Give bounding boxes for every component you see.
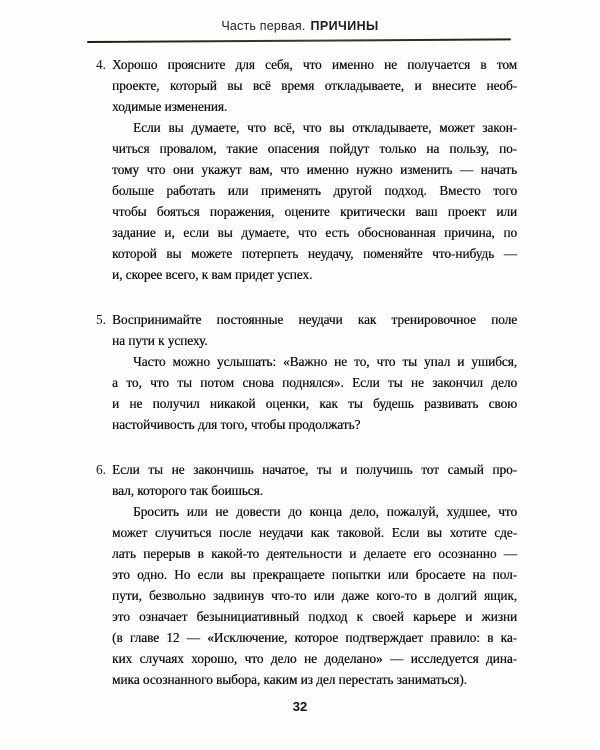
text-line: чтобы бояться поражения, оцените критически ваш проект или	[112, 204, 517, 219]
list-item-body	[112, 309, 517, 435]
text-line: проекте, который вы всё время откладываете, и внесите необ-	[112, 78, 517, 93]
text-line: тому что они укажут вам, что именно нужно изменить — начать	[112, 162, 517, 177]
header-rule	[87, 38, 511, 43]
text-line: это одно. Но если вы прекращаете попытки или бросаете на пол-	[112, 567, 517, 582]
text-line: на пути к успеху.	[112, 333, 208, 348]
text-line: это означает безынициативный подход к своей карьере и жизни	[112, 609, 517, 624]
text-line: и не получил никакой оценки, как ты будешь развивать свою	[112, 396, 517, 411]
text-line: лать перерыв в какой-то деятельности и делаете его осознанно —	[112, 546, 517, 561]
text-line: задание и, если вы думаете, что есть обоснованная причина, по	[112, 225, 517, 240]
page-content	[96, 54, 517, 690]
text-line: а то, что ты потом снова поднялся». Если ты не закончил дело	[112, 375, 517, 390]
running-header	[0, 19, 600, 33]
page-number: 32	[292, 699, 308, 714]
paragraph	[112, 117, 517, 285]
text-line: больше работать или применять другой подход. Вместо того	[112, 183, 517, 198]
text-line: Часто можно услышать: «Важно не то, что ты упал и ушибся,	[133, 354, 517, 369]
list-item	[96, 54, 517, 285]
list-item	[96, 309, 517, 435]
part-label: Часть первая.	[221, 19, 306, 33]
paragraph	[112, 501, 517, 690]
text-line: читься провалом, такие опасения пойдут только на пользу, по-	[112, 141, 517, 156]
text-line: может случиться после неудачи как таковой. Если вы хотите сде-	[112, 525, 517, 540]
text-line: мика осознанного выбора, каким из дел перестать заниматься).	[112, 672, 467, 687]
text-line: и, скорее всего, к вам придет успех.	[112, 267, 313, 282]
list-item-number: 6.	[96, 462, 106, 477]
list-item-body	[112, 54, 517, 285]
paragraph	[112, 309, 517, 351]
text-line: Бросить или не довести до конца дело, пожалуй, худшее, что	[133, 504, 517, 519]
paragraph	[112, 351, 517, 435]
paragraph	[112, 459, 517, 501]
list-item-body	[112, 459, 517, 690]
text-line: настойчивость для того, чтобы продолжать?	[112, 417, 361, 432]
paragraph	[112, 54, 517, 117]
text-line: Воспринимайте постоянные неудачи как тренировочное поле	[112, 312, 517, 327]
text-line: вал, которого так боишься.	[112, 483, 263, 498]
list-item-number: 4.	[96, 57, 106, 72]
text-line: Если ты не закончишь начатое, ты и получишь тот самый про-	[112, 462, 517, 477]
text-line: ких случаях хорошо, что дело не доделано» — исследуется дина-	[112, 651, 517, 666]
text-line: которой вы можете потерпеть неудачу, поменяйте что-нибудь —	[112, 246, 517, 261]
text-line: пути, безвольно задвинув что-то или даже кого-то в долгий ящик,	[112, 588, 517, 603]
text-line: Хорошо проясните для себя, что именно не получается в том	[112, 57, 517, 72]
list-item-number: 5.	[96, 312, 106, 327]
text-line: ходимые изменения.	[112, 99, 228, 114]
list-item	[96, 459, 517, 690]
text-line: Если вы думаете, что всё, что вы откладываете, может закон-	[133, 120, 517, 135]
text-line: (в главе 12 — «Исключение, которое подтверждает правило: в ка-	[112, 630, 517, 645]
section-title: ПРИЧИНЫ	[310, 19, 379, 33]
